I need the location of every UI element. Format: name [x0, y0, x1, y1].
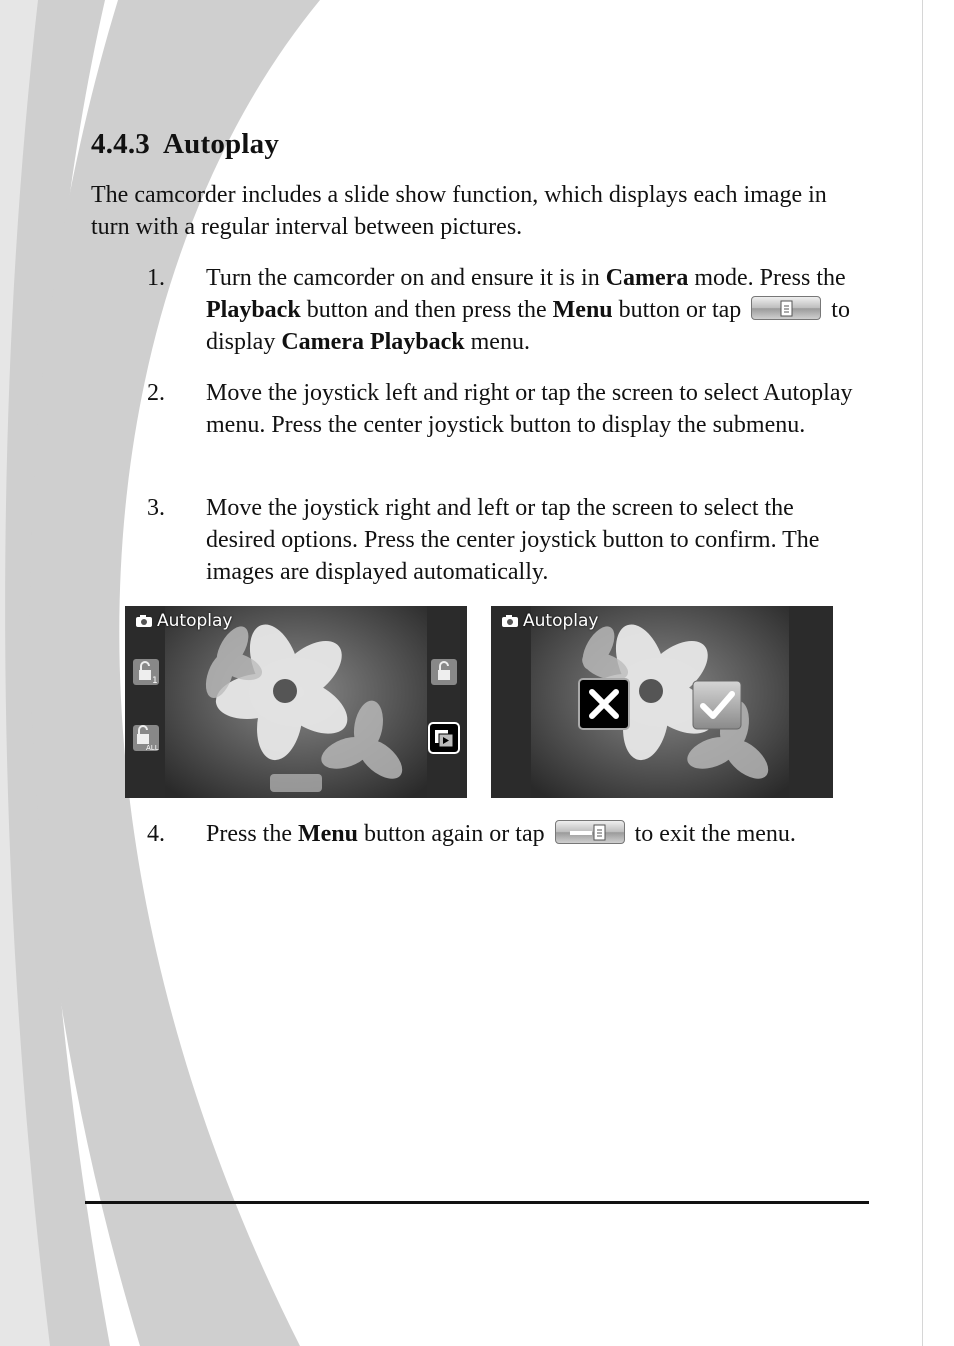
camera-icon [135, 614, 153, 628]
autoplay-screen-1 [125, 606, 467, 798]
footer-rule [85, 1201, 869, 1204]
step-number: 2. [147, 380, 165, 406]
step-number: 3. [147, 495, 165, 521]
lock-icon[interactable] [430, 658, 458, 686]
protect-one-icon[interactable] [132, 658, 160, 686]
step-number: 4. [147, 821, 165, 847]
step-number: 1. [147, 265, 165, 291]
slideshow-icon[interactable] [428, 722, 460, 754]
menu-button-icon [751, 296, 821, 320]
intro-paragraph: The camcorder includes a slide show function, which displays each image in turn with a regular interval between pictures. [91, 182, 827, 240]
screen-title: Autoplay [157, 611, 233, 631]
svg-text:1: 1 [152, 676, 158, 686]
flower-photo [165, 606, 427, 798]
cancel-x-icon[interactable] [578, 678, 630, 730]
svg-text:ALL: ALL [146, 744, 159, 752]
step-text: Move the joystick right and left or tap the screen to select the desired options. Press the center joystick button to confirm. The images are displayed automatically. [206, 495, 820, 585]
back-button-icon [270, 774, 322, 792]
screen-title: Autoplay [523, 611, 599, 631]
camera-icon [501, 614, 519, 628]
page-edge-line [922, 0, 923, 1346]
section-number: 4.4.3 [91, 128, 150, 160]
autoplay-screen-2 [491, 606, 833, 798]
section-title: Autoplay [163, 128, 280, 160]
step-text: Move the joystick left and right or tap the screen to select Autoplay menu. Press the center joystick button to display the submenu. [206, 380, 853, 438]
protect-all-icon[interactable] [132, 724, 160, 752]
flower-photo [531, 606, 789, 798]
step-text: Turn the camcorder on and ensure it is in Camera mode. Press the Playback button and then press the Menu button or tap to display Camera Playback menu. [206, 265, 850, 355]
confirm-check-icon[interactable] [692, 680, 742, 730]
step-text: Press the Menu button again or tap to exit the menu. [206, 821, 796, 847]
back-menu-button-icon [555, 820, 625, 844]
section-heading [91, 128, 279, 161]
